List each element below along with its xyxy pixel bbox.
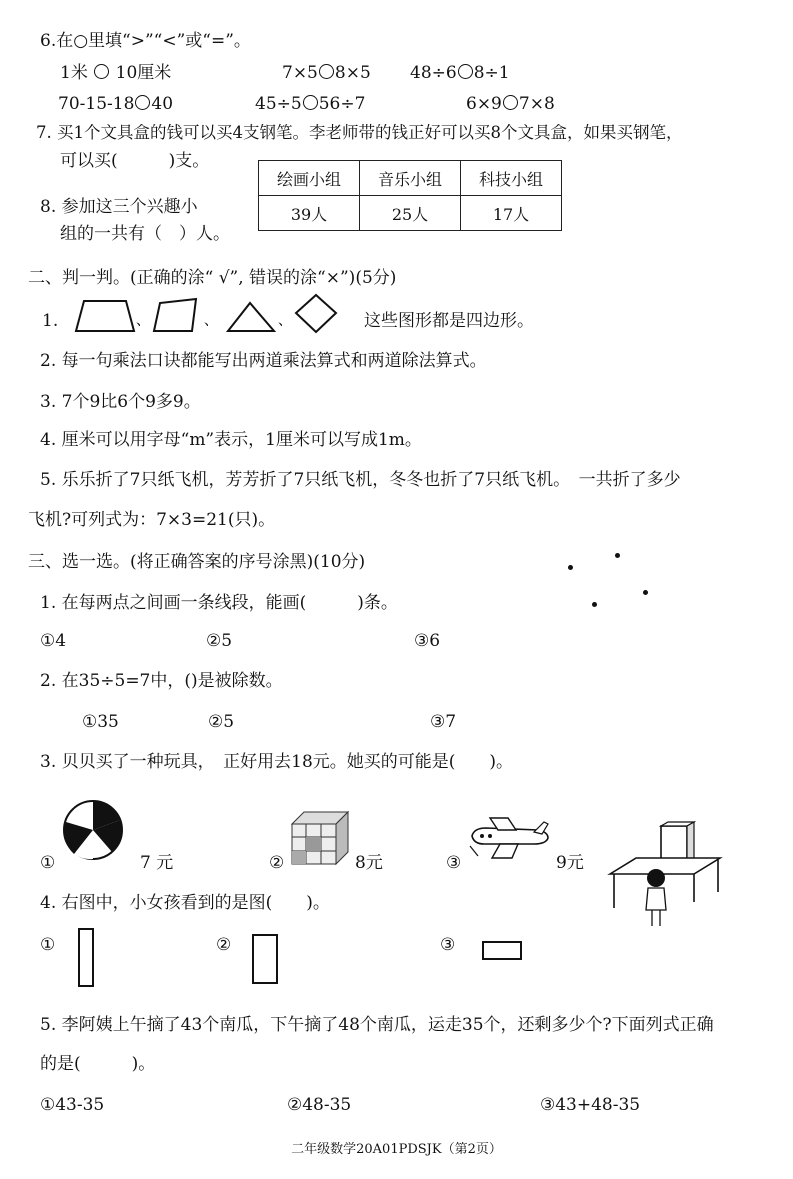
airplane-image xyxy=(468,816,552,862)
s2-q3: 3. 7个9比6个9多9。 xyxy=(40,392,201,412)
s3-q5-option[interactable]: ②48-35 xyxy=(287,1095,352,1115)
s2-q2: 2. 每一句乘法口诀都能写出两道乘法算式和两道除法算式。 xyxy=(40,351,487,371)
compare-1-1 xyxy=(60,62,171,84)
triangle-shape xyxy=(228,303,274,331)
s3-q2-option[interactable]: ③7 xyxy=(430,712,457,732)
compare-right: 8÷1 xyxy=(473,63,510,83)
girl-table-image xyxy=(610,822,722,930)
s3-q5-line1: 5. 李阿姨上午摘了43个南瓜，下午摘了48个南瓜，运走35个，还剩多少个?下面列式正确 xyxy=(40,1015,714,1035)
point-dot xyxy=(592,602,597,607)
table-row xyxy=(259,196,562,231)
s3-q3: 3. 贝贝买了一种玩具， 正好用去18元。她买的可能是( )。 xyxy=(40,752,514,772)
rubiks-cube-image xyxy=(288,808,350,864)
s3-q3-option-price: 8元 xyxy=(355,853,383,873)
compare-circle[interactable] xyxy=(458,64,473,79)
s3-q5-option[interactable]: ①43-35 xyxy=(40,1095,105,1115)
s3-q5-option[interactable]: ③43+48-35 xyxy=(540,1095,641,1115)
compare-circle[interactable] xyxy=(503,95,518,110)
s3-q4: 4. 右图中，小女孩看到的是图( )。 xyxy=(40,893,330,913)
q7-line2: 可以买( )支。 xyxy=(60,151,210,171)
compare-right: 40 xyxy=(151,94,174,114)
s3-q2: 2. 在35÷5=7中，()是被除数。 xyxy=(40,671,283,691)
table-cell: 39人 xyxy=(259,196,360,231)
table-cell: 17人 xyxy=(461,196,562,231)
compare-left: 1米 xyxy=(60,63,88,83)
trapezoid-shape xyxy=(76,301,134,331)
point-dot xyxy=(643,590,648,595)
compare-right: 8×5 xyxy=(334,63,371,83)
s3-q2-option[interactable]: ②5 xyxy=(208,712,235,732)
view-tall-wide-rect xyxy=(252,934,278,984)
page-footer: 二年级数学20A01PDSJK（第2页） xyxy=(291,1142,502,1157)
compare-circle[interactable] xyxy=(135,95,150,110)
compare-left: 70-15-18 xyxy=(58,94,135,114)
svg-text:、: 、 xyxy=(204,313,218,329)
table-header-row xyxy=(259,161,562,196)
s3-q3-option-num[interactable]: ① xyxy=(40,853,56,873)
compare-1-2 xyxy=(282,62,371,84)
s3-q3-option-num[interactable]: ③ xyxy=(446,853,462,873)
compare-left: 7×5 xyxy=(282,63,318,83)
table-header-cell: 科技小组 xyxy=(461,161,562,196)
svg-text:、: 、 xyxy=(278,313,292,329)
compare-left: 48÷6 xyxy=(410,63,457,83)
view-tall-narrow-rect xyxy=(78,928,94,987)
table-header-cell: 绘画小组 xyxy=(259,161,360,196)
point-dot xyxy=(568,565,573,570)
compare-circle[interactable] xyxy=(319,64,334,79)
s2-q1-number: 1. xyxy=(42,311,59,331)
compare-right: 7×8 xyxy=(518,94,555,114)
q8-line1: 8. 参加这三个兴趣小 xyxy=(40,197,198,217)
s3-q4-option[interactable]: ① xyxy=(40,935,56,955)
s3-q3-option-num[interactable]: ② xyxy=(269,853,285,873)
compare-2-1 xyxy=(58,93,173,115)
q7-line1: 7. 买1个文具盒的钱可以买4支钢笔。李老师带的钱正好可以买8个文具盒，如果买钢笔， xyxy=(36,123,683,142)
s3-q4-option[interactable]: ② xyxy=(216,935,232,955)
table-cell: 25人 xyxy=(360,196,461,231)
compare-circle[interactable] xyxy=(94,64,109,79)
s3-q1: 1. 在每两点之间画一条线段，能画( )条。 xyxy=(40,593,398,613)
s3-q3-option-price: 9元 xyxy=(556,853,584,873)
s3-q3-option-price: 7 元 xyxy=(140,853,174,873)
interest-group-table xyxy=(258,160,562,231)
section2-title: 二、判一判。(正确的涂“ √”, 错误的涂“×”)(5分) xyxy=(28,268,397,288)
section3-title: 三、选一选。(将正确答案的序号涂黑)(10分) xyxy=(28,552,366,572)
s2-q1-text: 这些图形都是四边形。 xyxy=(364,311,534,331)
compare-right: 10厘米 xyxy=(115,63,172,83)
shapes-figure xyxy=(70,295,350,335)
s3-q5-line2: 的是( )。 xyxy=(40,1054,156,1074)
view-flat-rect xyxy=(482,941,522,960)
q6-title: 6.在○里填“>”“<”或“=”。 xyxy=(40,31,251,51)
compare-left: 45÷5 xyxy=(255,94,302,114)
table-header-cell: 音乐小组 xyxy=(360,161,461,196)
diamond-shape xyxy=(296,295,336,332)
compare-2-3 xyxy=(466,93,555,115)
svg-text:、: 、 xyxy=(136,313,150,329)
point-dot xyxy=(615,553,620,558)
s3-q4-option[interactable]: ③ xyxy=(440,935,456,955)
s3-q1-option[interactable]: ②5 xyxy=(206,631,233,651)
compare-circle[interactable] xyxy=(303,95,318,110)
compare-left: 6×9 xyxy=(466,94,502,114)
s2-q5-line2: 飞机?可列式为：7×3=21(只)。 xyxy=(28,510,276,530)
ball-image xyxy=(62,800,126,862)
s3-q2-option[interactable]: ①35 xyxy=(82,712,119,732)
s3-q1-option[interactable]: ①4 xyxy=(40,631,67,651)
compare-1-3 xyxy=(410,62,510,84)
compare-2-2 xyxy=(255,93,365,115)
s2-q4: 4. 厘米可以用字母“m”表示，1厘米可以写成1m。 xyxy=(40,430,422,450)
compare-right: 56÷7 xyxy=(318,94,366,114)
s3-q1-option[interactable]: ③6 xyxy=(414,631,441,651)
quadrilateral-shape xyxy=(154,299,196,331)
s2-q5-line1: 5. 乐乐折了7只纸飞机，芳芳折了7只纸飞机，冬冬也折了7只纸飞机。 一共折了多少 xyxy=(40,470,681,490)
q8-line2: 组的一共有（ ）人。 xyxy=(60,224,230,244)
